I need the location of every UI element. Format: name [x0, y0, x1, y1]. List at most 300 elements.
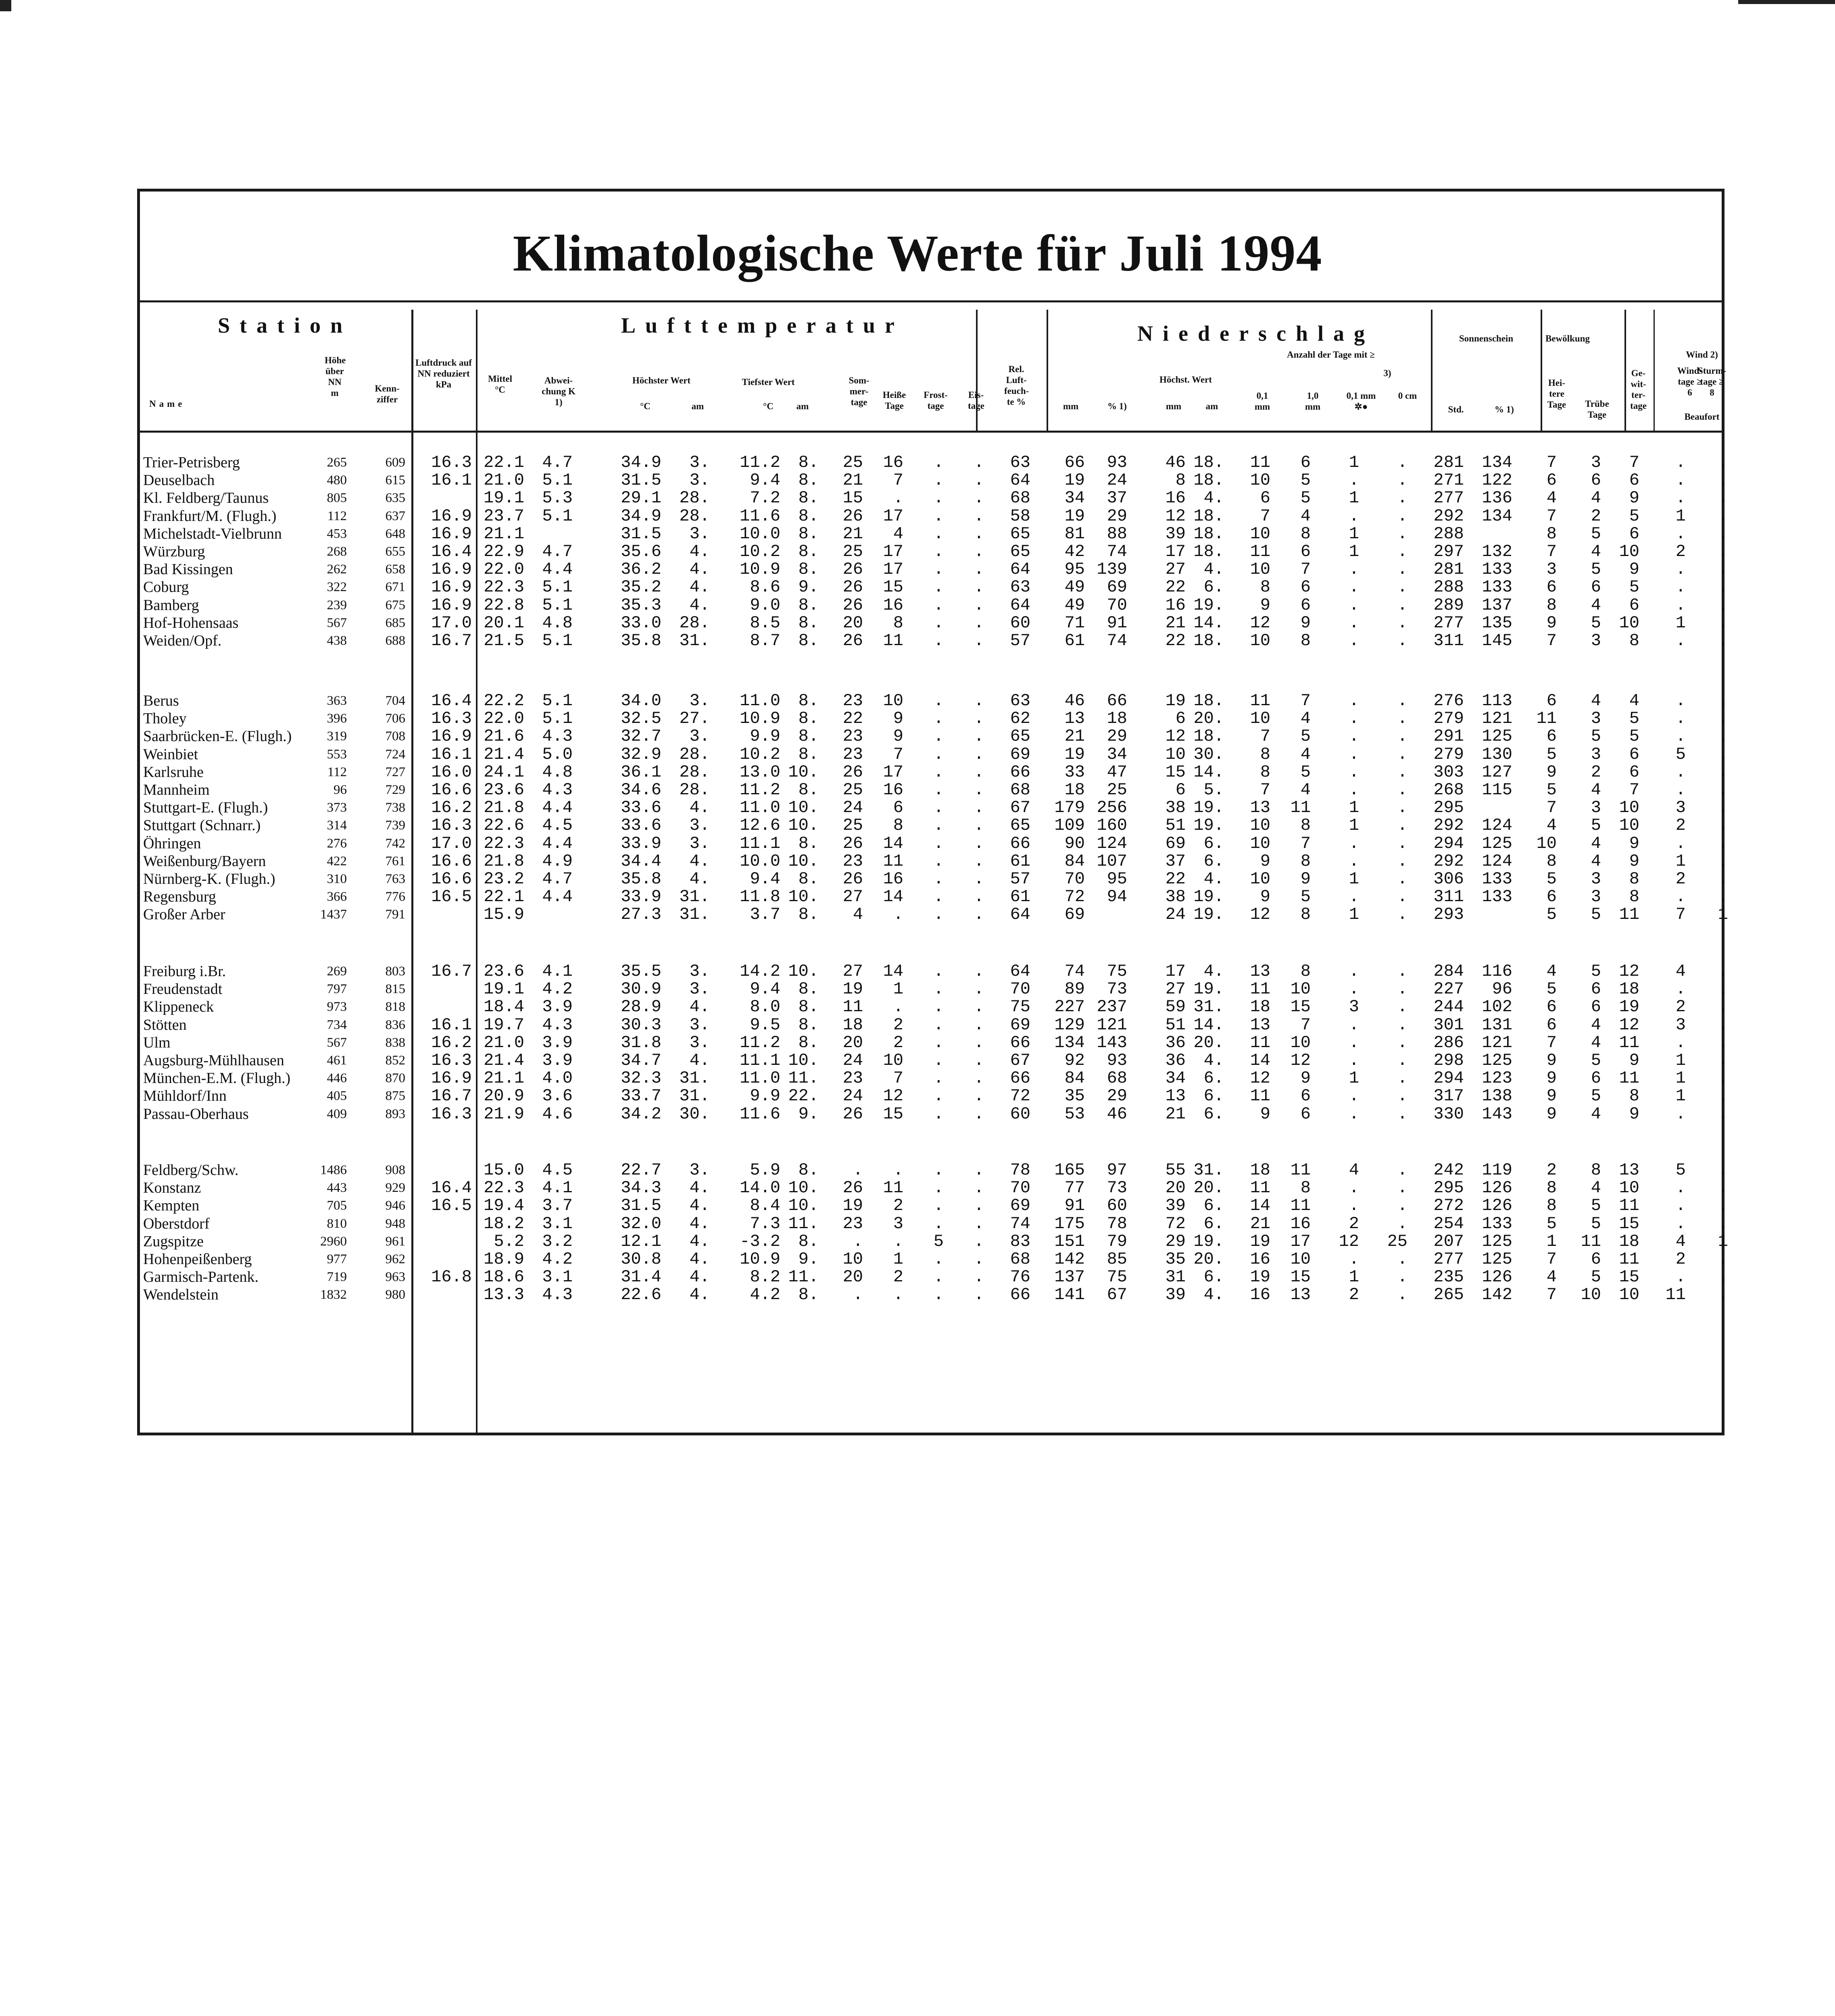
cell-frost: . [933, 997, 944, 1017]
header-windtage: Wind-tage ≥ 6 [1677, 366, 1703, 398]
cell-hn_mm: 46 [1165, 453, 1186, 472]
cell-frost: . [933, 613, 944, 633]
cell-frost: . [933, 744, 944, 764]
cell-rf: 66 [1010, 1068, 1030, 1088]
cell-windtage: 2 [1675, 1250, 1686, 1269]
cell-windtage: 1 [1675, 506, 1686, 526]
cell-tsnow: 1 [1349, 798, 1359, 818]
cell-hw_c: 34.2 [621, 1104, 661, 1124]
cell-tsnow: . [1349, 1015, 1359, 1035]
cell-sun_std: 277 [1433, 613, 1464, 633]
station-name-cell: Hohenpeißenberg [143, 1251, 252, 1268]
cell-ns_pct: 25 [1107, 780, 1127, 800]
cell-sun_pct: 133 [1482, 887, 1512, 907]
header-ns-mm: mm [1063, 401, 1079, 411]
header-sommertage: Som-mer-tage [849, 375, 870, 407]
group-sonnenschein: Sonnenschein [1459, 333, 1514, 344]
cell-eis: . [974, 997, 984, 1017]
cell-tsnow: . [1349, 1086, 1359, 1106]
cell-sun_pct: 133 [1482, 577, 1512, 597]
cell-t0cm: . [1397, 1250, 1408, 1269]
cell-ns_pct: 237 [1097, 997, 1127, 1017]
cell-tw_c: 10.0 [740, 524, 780, 544]
cell-truebe: 5 [1591, 727, 1601, 746]
cell-ns_mm: 95 [1064, 560, 1085, 579]
cell-t01: 8 [1260, 744, 1270, 764]
table-row [0, 578, 1835, 596]
cell-truebe: 2 [1591, 762, 1601, 782]
cell-t01: 10 [1250, 816, 1270, 835]
cell-t0cm: . [1397, 1267, 1408, 1287]
cell-abw: 4.3 [542, 780, 573, 800]
cell-rf: 67 [1010, 1051, 1030, 1070]
cell-t10: 10 [1290, 1250, 1311, 1269]
cell-ns_pct: 66 [1107, 691, 1127, 710]
cell-kenn: 763 [385, 872, 405, 886]
cell-t10: 7 [1300, 560, 1311, 579]
header-rule [137, 431, 1724, 433]
cell-t10: 5 [1300, 488, 1311, 508]
cell-sommer: 25 [842, 453, 863, 472]
cell-hw_c: 29.1 [621, 488, 661, 508]
cell-heiter: 6 [1546, 1015, 1557, 1035]
cell-ns_mm: 165 [1054, 1160, 1085, 1180]
cell-truebe: 3 [1591, 887, 1601, 907]
cell-eis: . [974, 1285, 984, 1305]
cell-ns_pct: 93 [1107, 1051, 1127, 1070]
cell-sun_pct: 125 [1482, 727, 1512, 746]
cell-hw_c: 28.9 [621, 997, 661, 1017]
cell-ns_mm: 90 [1064, 833, 1085, 853]
cell-sommer: 23 [842, 1214, 863, 1233]
cell-tw_am: 8. [798, 997, 819, 1017]
cell-ns_pct: 75 [1107, 962, 1127, 981]
cell-gewitter: 5 [1629, 506, 1639, 526]
cell-windtage: 5 [1675, 744, 1686, 764]
cell-hw_am: 4. [689, 1051, 710, 1070]
cell-hn_am: 14. [1193, 762, 1224, 782]
cell-t0cm: . [1397, 851, 1408, 871]
cell-kenn: 791 [385, 907, 405, 922]
cell-windtage: 2 [1675, 997, 1686, 1017]
cell-sturmtage: . [1718, 1178, 1728, 1198]
cell-mittel: 22.1 [484, 453, 524, 472]
cell-ns_pct: 74 [1107, 542, 1127, 561]
cell-mittel: 21.0 [484, 1033, 524, 1052]
cell-tw_c: 9.4 [750, 979, 780, 999]
header-mittel: Mittel °C [488, 374, 513, 395]
cell-tw_c: 10.9 [740, 560, 780, 579]
cell-heiss: 15 [883, 577, 903, 597]
cell-tw_am: 8. [798, 613, 819, 633]
cell-gewitter: 8 [1629, 869, 1639, 889]
cell-hn_am: 18. [1193, 631, 1224, 650]
cell-heiter: 8 [1546, 595, 1557, 615]
cell-hw_c: 35.8 [621, 869, 661, 889]
cell-mittel: 15.9 [484, 905, 524, 925]
cell-t01: 10 [1250, 709, 1270, 729]
cell-hw_am: 3. [689, 979, 710, 999]
cell-tw_c: 9.4 [750, 869, 780, 889]
cell-t01: 10 [1250, 471, 1270, 490]
cell-heiter: 9 [1546, 1051, 1557, 1070]
cell-luftdruck: 16.1 [431, 1015, 472, 1035]
cell-luftdruck: 16.5 [431, 1196, 472, 1216]
cell-ns_pct: 75 [1107, 1267, 1127, 1287]
cell-t0cm: . [1397, 1196, 1408, 1216]
cell-abw: 5.3 [542, 488, 573, 508]
cell-gewitter: 12 [1619, 962, 1639, 981]
cell-abw: 5.1 [542, 631, 573, 650]
cell-t01: 7 [1260, 727, 1270, 746]
cell-abw: 3.6 [542, 1086, 573, 1106]
cell-hoehe: 734 [327, 1017, 347, 1032]
cell-t10: 6 [1300, 1104, 1311, 1124]
cell-tw_c: 14.2 [740, 962, 780, 981]
cell-truebe: 6 [1591, 577, 1601, 597]
cell-tw_am: 10. [788, 762, 819, 782]
cell-t10: 6 [1300, 542, 1311, 561]
cell-heiss: 14 [883, 887, 903, 907]
cell-hw_am: 4. [689, 997, 710, 1017]
station-name-cell: Mühldorf/Inn [143, 1087, 227, 1105]
cell-ns_mm: 84 [1064, 851, 1085, 871]
cell-eis: . [974, 816, 984, 835]
cell-rf: 63 [1010, 453, 1030, 472]
cell-sun_std: 301 [1433, 1015, 1464, 1035]
cell-frost: . [933, 577, 944, 597]
cell-tsnow: . [1349, 851, 1359, 871]
cell-heiss: 8 [893, 816, 903, 835]
cell-ns_pct: 73 [1107, 1178, 1127, 1198]
cell-sommer: 26 [842, 1104, 863, 1124]
cell-frost: . [933, 506, 944, 526]
cell-tsnow: 12 [1339, 1231, 1359, 1251]
cell-t0cm: . [1397, 798, 1408, 818]
cell-rf: 76 [1010, 1267, 1030, 1287]
cell-frost: . [933, 595, 944, 615]
cell-ns_mm: 33 [1064, 762, 1085, 782]
cell-tsnow: . [1349, 962, 1359, 981]
cell-sun_std: 268 [1433, 780, 1464, 800]
cell-abw: 4.4 [542, 887, 573, 907]
cell-sturmtage: . [1718, 506, 1728, 526]
cell-eis: . [974, 631, 984, 650]
cell-ns_mm: 46 [1064, 691, 1085, 710]
cell-rf: 70 [1010, 979, 1030, 999]
cell-tw_c: 8.5 [750, 613, 780, 633]
cell-hoehe: 409 [327, 1106, 347, 1121]
cell-heiter: 9 [1546, 1086, 1557, 1106]
cell-rf: 68 [1010, 1250, 1030, 1269]
cell-mittel: 23.6 [484, 962, 524, 981]
cell-mittel: 21.6 [484, 727, 524, 746]
cell-luftdruck: 16.9 [431, 577, 472, 597]
cell-hw_c: 30.9 [621, 979, 661, 999]
cell-tsnow: 1 [1349, 524, 1359, 544]
cell-ns_pct: 91 [1107, 613, 1127, 633]
cell-frost: . [933, 1196, 944, 1216]
cell-frost: . [933, 709, 944, 729]
cell-frost: . [933, 1015, 944, 1035]
cell-ns_pct: 73 [1107, 979, 1127, 999]
cell-sun_pct: 123 [1482, 1068, 1512, 1088]
cell-tw_am: 8. [798, 1015, 819, 1035]
cell-hn_mm: 59 [1165, 997, 1186, 1017]
cell-tw_c: 11.6 [740, 1104, 780, 1124]
cell-frost: . [933, 798, 944, 818]
cell-hoehe: 276 [327, 836, 347, 851]
cell-tsnow: . [1349, 577, 1359, 597]
cell-hw_c: 30.3 [621, 1015, 661, 1035]
cell-rf: 68 [1010, 780, 1030, 800]
cell-hw_c: 31.8 [621, 1033, 661, 1052]
cell-sun_pct: 131 [1482, 1015, 1512, 1035]
cell-gewitter: 9 [1629, 833, 1639, 853]
table-row [0, 1016, 1835, 1034]
cell-gewitter: 13 [1619, 1160, 1639, 1180]
table-row [0, 596, 1835, 614]
station-name-cell: Stuttgart-E. (Flugh.) [143, 799, 268, 816]
cell-gewitter: 9 [1629, 488, 1639, 508]
cell-tw_c: 10.2 [740, 542, 780, 561]
cell-t01: 10 [1250, 833, 1270, 853]
cell-hw_c: 33.7 [621, 1086, 661, 1106]
cell-sommer: 24 [842, 1086, 863, 1106]
cell-sturmtage: . [1718, 1033, 1728, 1052]
cell-rf: 57 [1010, 869, 1030, 889]
cell-ns_mm: 66 [1064, 453, 1085, 472]
cell-tsnow: 1 [1349, 542, 1359, 561]
cell-heiter: 5 [1546, 1214, 1557, 1233]
header-sun-pct: % 1) [1495, 404, 1514, 414]
cell-t01: 11 [1250, 453, 1270, 472]
cell-t10: 7 [1300, 833, 1311, 853]
cell-hw_am: 28. [679, 506, 710, 526]
cell-hn_am: 14. [1193, 613, 1224, 633]
table-row [0, 1105, 1835, 1123]
cell-hn_am: 4. [1203, 869, 1224, 889]
cell-t01: 10 [1250, 631, 1270, 650]
cell-kenn: 704 [385, 694, 405, 708]
cell-hoehe: 446 [327, 1071, 347, 1086]
cell-heiter: 7 [1546, 453, 1557, 472]
cell-truebe: 10 [1581, 1285, 1601, 1305]
cell-rf: 70 [1010, 1178, 1030, 1198]
cell-truebe: 5 [1591, 905, 1601, 925]
cell-rf: 69 [1010, 744, 1030, 764]
cell-hw_am: 4. [689, 1267, 710, 1287]
cell-windtage: 1 [1675, 1086, 1686, 1106]
cell-mittel: 21.8 [484, 798, 524, 818]
station-name-cell: München-E.M. (Flugh.) [143, 1070, 291, 1087]
cell-kenn: 648 [385, 526, 405, 541]
cell-gewitter: 10 [1619, 1285, 1639, 1305]
station-name-cell: Coburg [143, 579, 189, 596]
cell-heiss: 17 [883, 560, 903, 579]
cell-heiss: . [893, 488, 903, 508]
cell-hw_c: 31.5 [621, 471, 661, 490]
cell-ns_pct: 121 [1097, 1015, 1127, 1035]
cell-sommer: 24 [842, 1051, 863, 1070]
cell-mittel: 21.1 [484, 524, 524, 544]
cell-t0cm: . [1397, 1051, 1408, 1070]
table-row [0, 980, 1835, 998]
cell-t10: 5 [1300, 762, 1311, 782]
cell-frost: . [933, 851, 944, 871]
cell-hoehe: 96 [334, 783, 347, 797]
header-abweichung: Abwei-chung K 1) [542, 375, 576, 407]
table-row [0, 1179, 1835, 1197]
cell-rf: 64 [1010, 962, 1030, 981]
station-name-cell: Ulm [143, 1034, 171, 1051]
cell-hn_mm: 31 [1165, 1267, 1186, 1287]
table-row [0, 489, 1835, 507]
cell-heiter: 1 [1546, 1231, 1557, 1251]
cell-t01: 19 [1250, 1231, 1270, 1251]
cell-t10: 7 [1300, 691, 1311, 710]
cell-hw_c: 31.4 [621, 1267, 661, 1287]
cell-t10: 5 [1300, 471, 1311, 490]
cell-rf: 62 [1010, 709, 1030, 729]
cell-mittel: 18.2 [484, 1214, 524, 1233]
cell-rf: 67 [1010, 798, 1030, 818]
cell-frost: . [933, 560, 944, 579]
cell-sun_std: 286 [1433, 1033, 1464, 1052]
cell-mittel: 5.2 [494, 1231, 524, 1251]
cell-hn_am: 19. [1193, 905, 1224, 925]
cell-frost: . [933, 762, 944, 782]
cell-kenn: 739 [385, 818, 405, 833]
cell-ns_pct: 124 [1097, 833, 1127, 853]
header-gewittertage: Ge-wit-ter-tage [1630, 368, 1647, 411]
cell-hoehe: 262 [327, 562, 347, 577]
cell-hw_am: 3. [689, 471, 710, 490]
cell-sommer: 15 [842, 488, 863, 508]
cell-rf: 61 [1010, 887, 1030, 907]
cell-mittel: 20.9 [484, 1086, 524, 1106]
cell-hoehe: 112 [327, 508, 347, 523]
cell-hn_am: 19. [1193, 1231, 1224, 1251]
cell-rf: 66 [1010, 762, 1030, 782]
cell-windtage: . [1675, 595, 1686, 615]
cell-tw_c: 8.0 [750, 997, 780, 1017]
table-row [0, 1034, 1835, 1052]
cell-hn_mm: 12 [1165, 727, 1186, 746]
cell-ns_pct: 256 [1097, 798, 1127, 818]
cell-luftdruck: 16.9 [431, 727, 472, 746]
cell-heiter: 10 [1536, 833, 1557, 853]
cell-abw: 4.8 [542, 762, 573, 782]
cell-hw_c: 33.9 [621, 833, 661, 853]
cell-sun_std: 288 [1433, 524, 1464, 544]
cell-tw_am: 8. [798, 1231, 819, 1251]
cell-tsnow: 1 [1349, 905, 1359, 925]
cell-tw_am: 8. [798, 488, 819, 508]
cell-heiss: 14 [883, 962, 903, 981]
cell-ns_pct: 46 [1107, 1104, 1127, 1124]
cell-tw_c: 11.1 [740, 833, 780, 853]
cell-frost: . [933, 1285, 944, 1305]
cell-hn_am: 19. [1193, 798, 1224, 818]
cell-ns_mm: 13 [1064, 709, 1085, 729]
cell-hn_am: 31. [1193, 997, 1224, 1017]
cell-hw_am: 3. [689, 691, 710, 710]
cell-windtage: . [1675, 709, 1686, 729]
cell-heiss: . [893, 997, 903, 1017]
table-row [0, 763, 1835, 781]
cell-luftdruck: 17.0 [431, 833, 472, 853]
cell-hw_c: 22.7 [621, 1160, 661, 1180]
cell-ns_mm: 71 [1064, 613, 1085, 633]
cell-sturmtage: . [1718, 577, 1728, 597]
cell-eis: . [974, 506, 984, 526]
cell-sommer: 26 [842, 631, 863, 650]
cell-sturmtage: . [1718, 524, 1728, 544]
cell-sommer: 23 [842, 691, 863, 710]
cell-sturmtage: . [1718, 744, 1728, 764]
cell-sun_std: 292 [1433, 816, 1464, 835]
cell-t01: 21 [1250, 1214, 1270, 1233]
cell-gewitter: 7 [1629, 453, 1639, 472]
scan-edge-mark [1738, 0, 1835, 4]
cell-hw_am: 4. [689, 1250, 710, 1269]
cell-hw_c: 34.7 [621, 1051, 661, 1070]
station-name-cell: Bad Kissingen [143, 561, 233, 578]
cell-luftdruck: 16.3 [431, 816, 472, 835]
cell-ns_pct: 70 [1107, 595, 1127, 615]
cell-tw_am: 8. [798, 1033, 819, 1052]
cell-sommer: 26 [842, 506, 863, 526]
cell-tw_am: 8. [798, 453, 819, 472]
cell-windtage: . [1675, 780, 1686, 800]
cell-hw_am: 3. [689, 1015, 710, 1035]
cell-t01: 14 [1250, 1051, 1270, 1070]
cell-heiss: 7 [893, 744, 903, 764]
cell-abw: 4.6 [542, 1104, 573, 1124]
cell-luftdruck: 16.7 [431, 962, 472, 981]
cell-sun_pct: 136 [1482, 488, 1512, 508]
cell-ns_mm: 151 [1054, 1231, 1085, 1251]
cell-hn_mm: 29 [1165, 1231, 1186, 1251]
cell-eis: . [974, 471, 984, 490]
page-title: Klimatologische Werte für Juli 1994 [513, 225, 1322, 282]
cell-tw_c: 9.5 [750, 1015, 780, 1035]
cell-eis: . [974, 798, 984, 818]
cell-eis: . [974, 1104, 984, 1124]
cell-tw_c: 14.0 [740, 1178, 780, 1198]
cell-tsnow: 2 [1349, 1214, 1359, 1233]
cell-hw_am: 3. [689, 1160, 710, 1180]
cell-kenn: 815 [385, 982, 405, 997]
cell-frost: . [933, 1267, 944, 1287]
cell-ns_mm: 19 [1064, 506, 1085, 526]
cell-ns_pct: 79 [1107, 1231, 1127, 1251]
cell-windtage: . [1675, 1033, 1686, 1052]
cell-tw_am: 8. [798, 833, 819, 853]
cell-mittel: 22.0 [484, 709, 524, 729]
cell-t01: 18 [1250, 1160, 1270, 1180]
cell-sommer: 11 [842, 997, 863, 1017]
cell-truebe: 5 [1591, 524, 1601, 544]
cell-t0cm: . [1397, 613, 1408, 633]
cell-sun_std: 291 [1433, 727, 1464, 746]
cell-hw_c: 32.7 [621, 727, 661, 746]
cell-mittel: 18.6 [484, 1267, 524, 1287]
cell-heiss: 4 [893, 524, 903, 544]
cell-ns_pct: 37 [1107, 488, 1127, 508]
cell-tw_am: 8. [798, 727, 819, 746]
